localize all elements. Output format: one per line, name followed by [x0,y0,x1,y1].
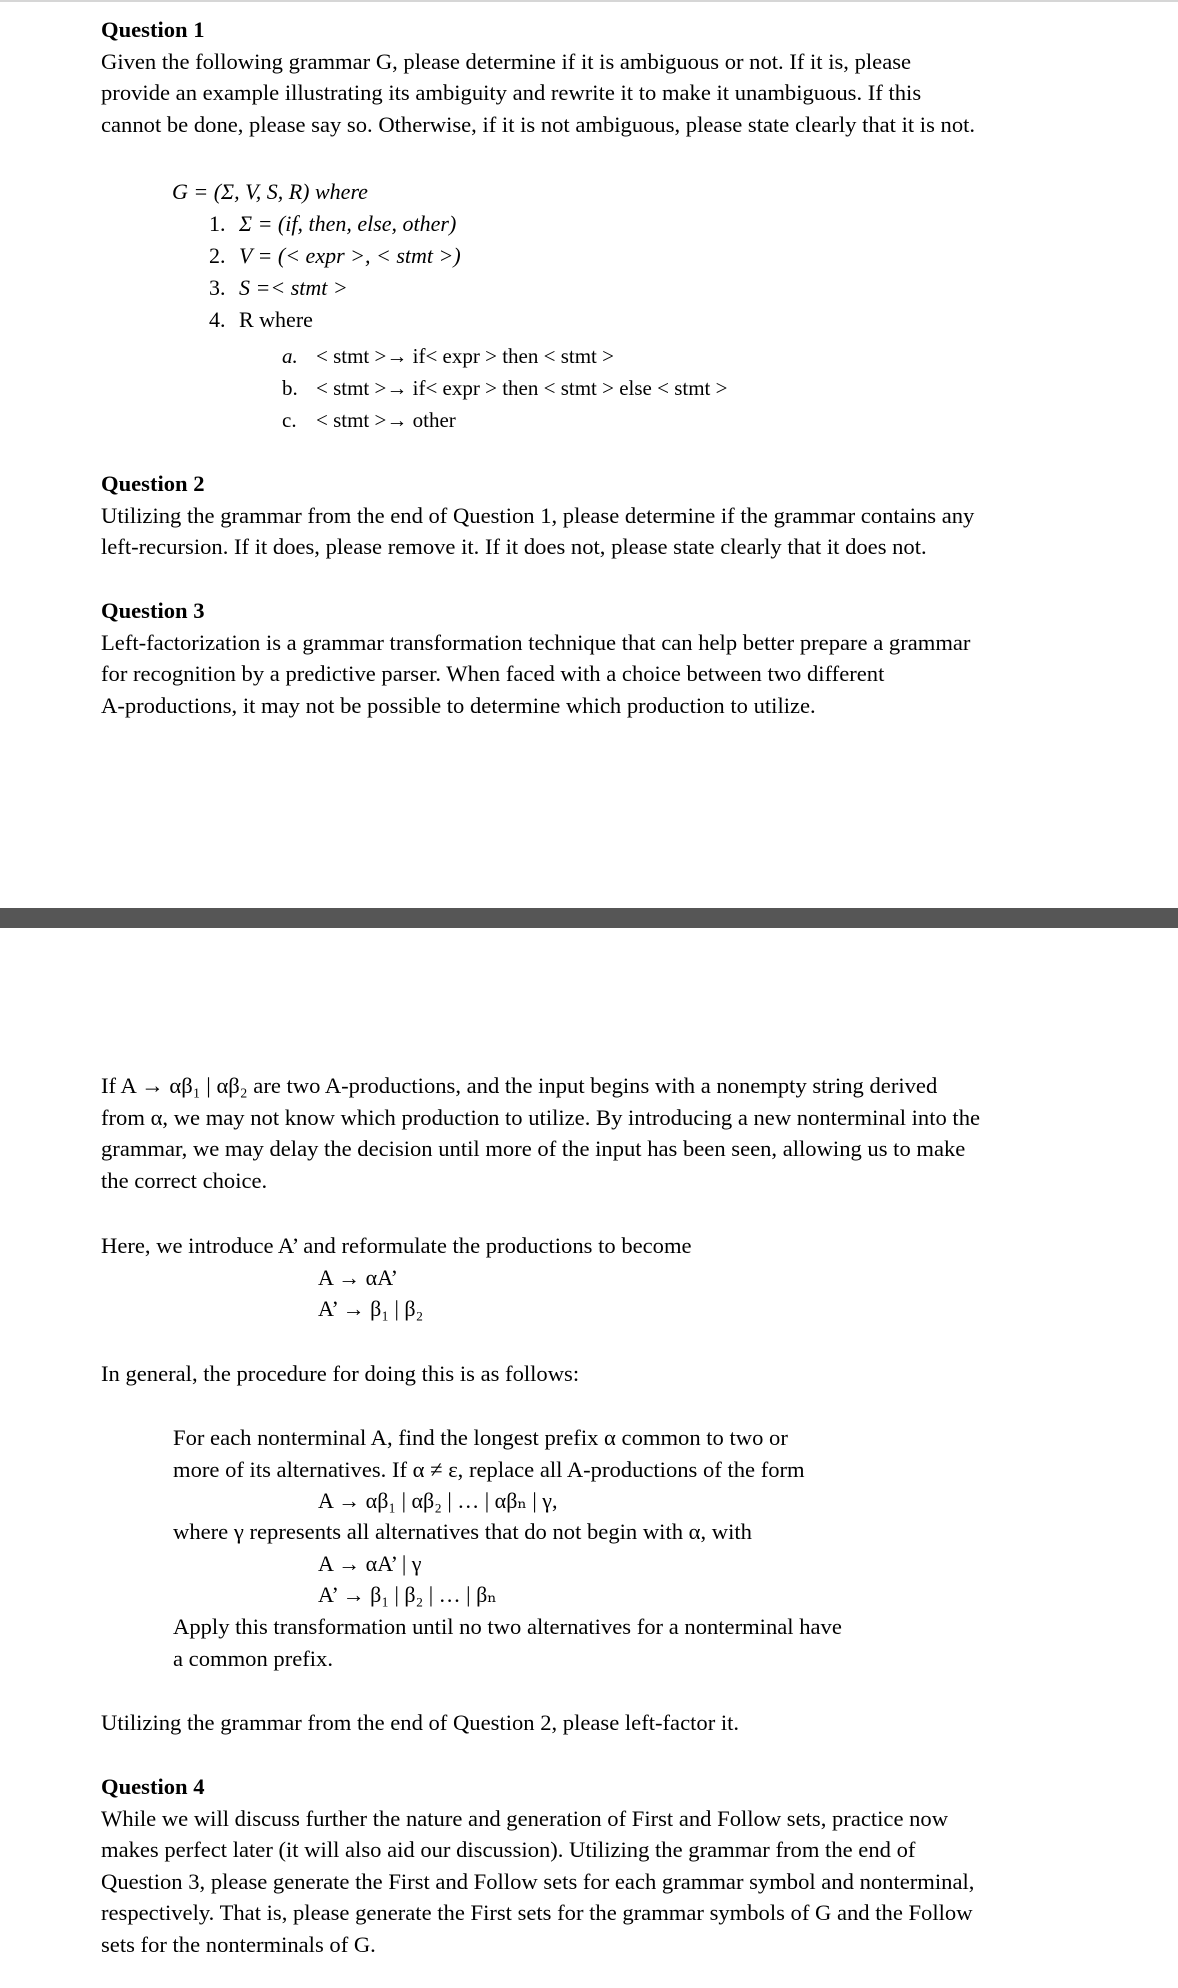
intro-line: Here, we introduce A’ and reformulate the productions to become [101,1233,692,1258]
grammar-item-number: 2. [209,243,226,268]
question-3-cont-line: the correct choice. [101,1167,268,1193]
question-2-line: Utilizing the grammar from the end of Question 1, please determine if the grammar contains any [101,502,975,528]
grammar-item-text: V = (< expr >, < stmt >) [239,243,461,268]
procedure-where [173,1516,752,1548]
production-rule [282,404,727,436]
grammar-item-number: 4. [209,307,226,332]
question-3-continued [101,1070,980,1196]
question-3-heading: Question 3 [101,598,205,623]
question-2 [101,468,974,563]
general-line: In general, the procedure for doing this is as follows: [101,1361,580,1386]
production-rule [282,340,727,372]
question-1-line: cannot be done, please say so. Otherwise, if it is not ambiguous, please state clearly that it is not. [101,111,976,137]
procedure-apply [173,1611,842,1674]
general-paragraph [101,1358,579,1390]
question-1-heading: Question 1 [101,17,205,42]
question-4 [101,1771,974,1960]
production-rule-text: < stmt >→ if< expr > then < stmt > [316,344,614,368]
procedure-line: more of its alternatives. If α ≠ ε, replace all A-productions of the form [173,1456,805,1482]
grammar-item [209,304,461,336]
production-rule [282,372,727,404]
question-4-heading: Question 4 [101,1774,205,1799]
question-3-cont-line: from α, we may not know which production to utilize. By introducing a new nonterminal into the [101,1104,981,1130]
grammar-item-text: R where [239,307,313,332]
question-3-line: Left-factorization is a grammar transformation technique that can help better prepare a grammar [101,629,971,655]
question-4-line: While we will discuss further the nature and generation of First and Follow sets, practice now [101,1805,949,1831]
intro-paragraph [101,1230,692,1262]
grammar-item-text: Σ = (if, then, else, other) [239,211,457,236]
grammar-components-list [209,208,461,336]
procedure-production: A → αβ₁ | αβ₂ | … | αβₙ | γ, [318,1488,558,1513]
question-4-line: makes perfect later (it will also aid our discussion). Utilizing the grammar from the end of [101,1837,916,1862]
question-1-line: provide an example illustrating its ambiguity and rewrite it to make it unambiguous. If this [101,80,922,105]
procedure-where-line: where γ represents all alternatives that do not begin with α, with [173,1519,752,1544]
page-separator [0,908,1178,928]
procedure-production: A → αA’ | γ [318,1551,422,1576]
grammar-definition [172,176,368,208]
procedure-apply-line: a common prefix. [173,1645,333,1671]
grammar-item-number: 1. [209,211,226,236]
production-line: A’ → β₁ | β₂ [318,1296,424,1321]
grammar-def-line: G = (Σ, V, S, R) where [172,179,368,204]
procedure-apply-line: Apply this transformation until no two alternatives for a nonterminal have [173,1614,842,1639]
grammar-item [209,240,461,272]
production-rule-text: < stmt >→ other [316,408,456,432]
production-rule-label: b. [282,376,298,400]
question-1 [101,14,975,140]
question-3-line: A-productions, it may not be possible to determine which production to utilize. [101,692,816,718]
task-line: Utilizing the grammar from the end of Question 2, please left-factor it. [101,1710,740,1735]
question-3-cont-line: If A → αβ₁ | αβ₂ are two A-productions, and the input begins with a nonempty string derived [101,1073,938,1098]
production-rule-label: c. [282,408,297,432]
document-page-2 [0,928,1178,1988]
question-4-line: sets for the nonterminals of G. [101,1931,376,1957]
production-rules-list [282,340,727,436]
production-rule-label: a. [282,344,298,368]
production-line: A → αA’ [318,1265,398,1290]
question-1-line: Given the following grammar G, please determine if it is ambiguous or not. If it is, please [101,48,912,74]
question-3-task [101,1707,739,1739]
production-rule-text: < stmt >→ if< expr > then < stmt > else < stmt > [316,376,728,400]
question-3-line: for recognition by a predictive parser. When faced with a choice between two different [101,661,885,686]
question-4-line: Question 3, please generate the First and Follow sets for each grammar symbol and nonterminal, [101,1868,975,1894]
procedure-line: For each nonterminal A, find the longest prefix α common to two or [173,1425,788,1450]
procedure-production: A’ → β₁ | β₂ | … | βₙ [318,1582,497,1607]
document-page-1 [0,0,1178,908]
question-2-heading: Question 2 [101,471,205,496]
grammar-item-text: S =< stmt > [239,275,348,300]
grammar-item [209,208,461,240]
grammar-item [209,272,461,304]
procedure-block [173,1422,805,1485]
question-3 [101,595,970,721]
question-3-cont-line: grammar, we may delay the decision until more of the input has been seen, allowing us to make [101,1136,966,1161]
question-2-line: left-recursion. If it does, please remove it. If it does not, please state clearly that it does not. [101,534,927,559]
question-4-line: respectively. That is, please generate the First sets for the grammar symbols of G and the Follow [101,1900,973,1925]
grammar-item-number: 3. [209,275,226,300]
